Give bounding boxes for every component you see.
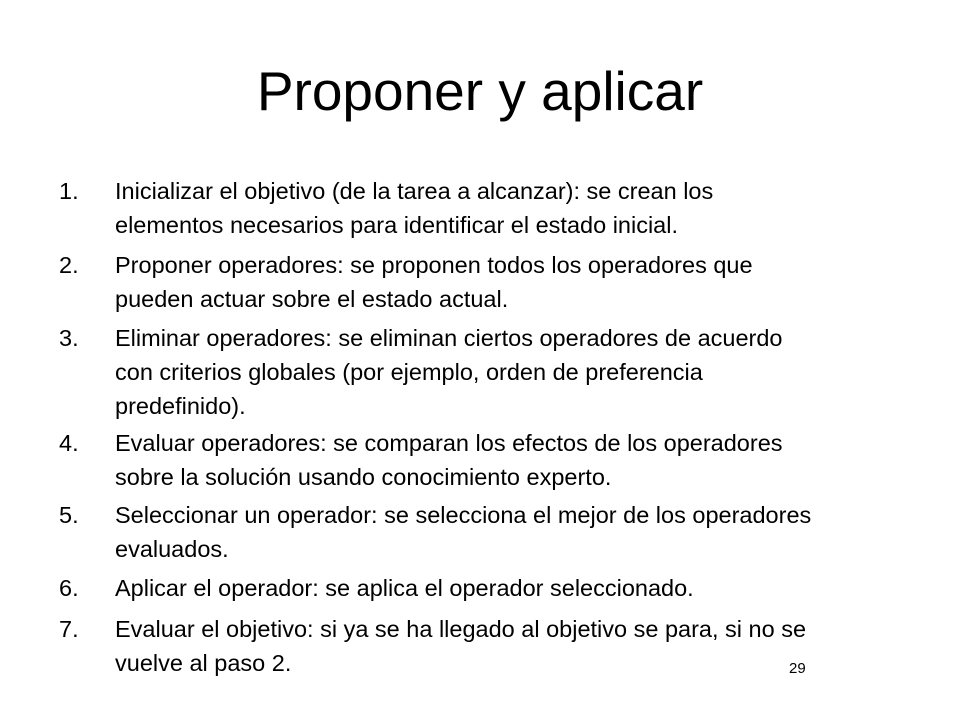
list-item-text xyxy=(115,321,915,423)
list-item-number: 3. xyxy=(59,325,79,351)
list-item-text xyxy=(115,571,915,605)
list-item-line: Evaluar el objetivo: si ya se ha llegado al objetivo se para, si no se xyxy=(115,616,807,642)
list-item-line: Evaluar operadores: se comparan los efectos de los operadores xyxy=(115,430,783,456)
list-item-line: elementos necesarios para identificar el estado inicial. xyxy=(115,212,679,238)
list-item-line: Eliminar operadores: se eliminan ciertos operadores de acuerdo xyxy=(115,325,783,351)
list-item-text xyxy=(115,498,915,566)
list-item-line: sobre la solución usando conocimiento experto. xyxy=(115,464,612,490)
list-item-line: Proponer operadores: se proponen todos los operadores que xyxy=(115,252,753,278)
list-item-number: 5. xyxy=(59,502,79,528)
list-item-line: predefinido). xyxy=(115,393,246,419)
list-item-line: pueden actuar sobre el estado actual. xyxy=(115,286,509,312)
page-number: 29 xyxy=(789,660,806,677)
list-item-number: 7. xyxy=(59,616,79,642)
list-item-number: 2. xyxy=(59,252,79,278)
list-item-text xyxy=(115,426,915,494)
list-item-line: vuelve al paso 2. xyxy=(115,650,292,676)
list-item-text xyxy=(115,248,915,316)
list-item-line: Aplicar el operador: se aplica el operador seleccionado. xyxy=(115,575,694,601)
list-item-text xyxy=(115,174,915,242)
list-item-line: con criterios globales (por ejemplo, orden de preferencia xyxy=(115,359,703,385)
slide-title: Proponer y aplicar xyxy=(256,60,704,122)
list-item-line: evaluados. xyxy=(115,536,229,562)
list-item-number: 6. xyxy=(59,575,79,601)
list-item-line: Seleccionar un operador: se selecciona el mejor de los operadores xyxy=(115,502,812,528)
list-item-number: 1. xyxy=(59,178,79,204)
list-item-number: 4. xyxy=(59,430,79,456)
list-item-line: Inicializar el objetivo (de la tarea a alcanzar): se crean los xyxy=(115,178,714,204)
